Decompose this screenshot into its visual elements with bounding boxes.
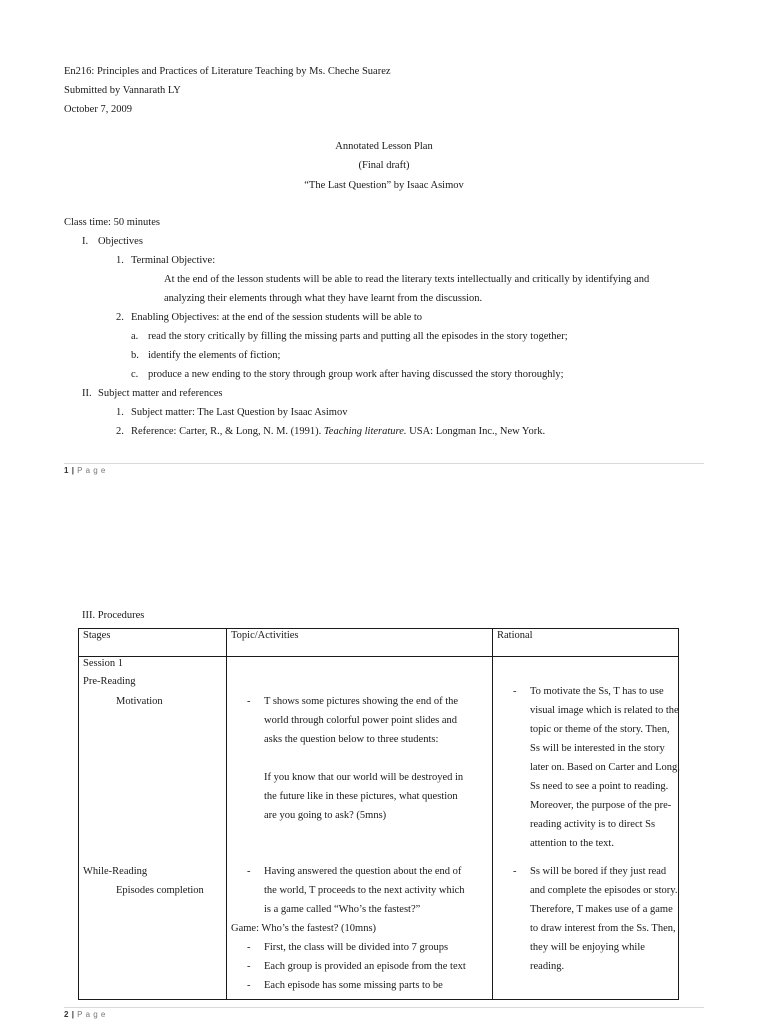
terminal-number: 1. xyxy=(116,255,124,266)
bullet-3: Each episode has some missing parts to be xyxy=(264,980,443,991)
page-1-footer-rule xyxy=(64,463,704,464)
subject-number: II. xyxy=(82,388,92,399)
stage-pre-reading: Pre-Reading xyxy=(83,676,136,687)
objectives-number: I. xyxy=(82,236,89,247)
activity-1-line-3: asks the question below to three students: xyxy=(264,734,439,745)
rationale-2-line-6: reading. xyxy=(530,961,565,972)
page-2-label: P a g e xyxy=(77,1010,106,1019)
reference-title: Teaching literature. xyxy=(323,426,407,437)
page-2-footer xyxy=(64,1010,106,1019)
bullet-1: First, the class will be divided into 7 groups xyxy=(264,942,449,953)
title-line-2: (Final draft) xyxy=(358,160,410,171)
rationale-2-line-3: Therefore, T makes use of a game xyxy=(530,904,673,915)
bullet-2: Each group is provided an episode from the text xyxy=(264,961,466,972)
title-line-1: Annotated Lesson Plan xyxy=(335,141,433,152)
stage-while-reading: While-Reading xyxy=(83,866,148,877)
enabling-label: Enabling Objectives: at the end of the session students will be able to xyxy=(131,312,423,323)
rationale-2-line-5: they will be enjoying while xyxy=(530,942,645,953)
rationale-1-line-1: To motivate the Ss, T has to use xyxy=(530,686,664,697)
rationale-cell xyxy=(493,657,679,1000)
rationale-2-line-4: to draw interest from the Ss. Then, xyxy=(530,923,676,934)
page-1-number: 1 xyxy=(64,466,69,475)
rationale-2-line-1: Ss will be bored if they just read xyxy=(530,866,667,877)
enabling-marker-a: a. xyxy=(131,331,139,342)
reference-authors: Reference: Carter, R., & Long, N. M. (1991). xyxy=(131,426,324,437)
header-stages: Stages xyxy=(79,629,227,657)
terminal-text-2: analyzing their elements through what they have learnt from the discussion. xyxy=(164,293,483,304)
stages-cell xyxy=(79,657,227,1000)
game-title: Game: Who’s the fastest? (10mns) xyxy=(231,923,377,934)
bullet-3-dash: - xyxy=(247,980,251,991)
question-line-2: the future like in these pictures, what question xyxy=(264,791,458,802)
enabling-marker-c: c. xyxy=(131,369,139,380)
page-2-number: 2 xyxy=(64,1010,69,1019)
date-line: October 7, 2009 xyxy=(64,104,132,115)
enabling-number: 2. xyxy=(116,312,124,323)
reference-publisher: USA: Longman Inc., New York. xyxy=(406,426,546,437)
activity-1-line-1: T shows some pictures showing the end of the xyxy=(264,696,459,707)
activity-1-line-2: world through colorful power point slides and xyxy=(264,715,458,726)
subject-heading: Subject matter and references xyxy=(98,388,223,399)
terminal-text-1: At the end of the lesson students will be able to read the literary texts intellectually and critically by identifying and xyxy=(164,274,650,285)
activity-2-dash: - xyxy=(247,866,251,877)
subject-item-1: Subject matter: The Last Question by Isaac Asimov xyxy=(131,407,348,418)
enabling-item-c: produce a new ending to the story through group work after having discussed the story thoroughly; xyxy=(148,369,564,380)
subject-item-2-number: 2. xyxy=(116,426,124,437)
enabling-item-b: identify the elements of fiction; xyxy=(148,350,281,361)
activity-2-line-1: Having answered the question about the end of xyxy=(264,866,462,877)
table-row xyxy=(79,657,679,1000)
stage-episodes-completion: Episodes completion xyxy=(116,885,204,896)
rationale-2-dash: - xyxy=(513,866,517,877)
rationale-1-dash: - xyxy=(513,686,517,697)
question-line-1: If you know that our world will be destroyed in xyxy=(264,772,464,783)
page-1-label: P a g e xyxy=(77,466,106,475)
header-rational: Rational xyxy=(493,629,679,657)
rationale-1-line-5: later on. Based on Carter and Long, xyxy=(530,762,680,773)
header-topic-activities: Topic/Activities xyxy=(227,629,493,657)
procedures-table xyxy=(78,628,679,1000)
rationale-1-line-4: Ss will be interested in the story xyxy=(530,743,665,754)
bullet-1-dash: - xyxy=(247,942,251,953)
stage-motivation: Motivation xyxy=(116,696,163,707)
activity-2-line-3: is a game called “Who’s the fastest?” xyxy=(264,904,421,915)
class-time: Class time: 50 minutes xyxy=(64,217,160,228)
objectives-heading: Objectives xyxy=(98,236,143,247)
rationale-1-line-2: visual image which is related to the xyxy=(530,705,679,716)
rationale-1-line-7: Moreover, the purpose of the pre- xyxy=(530,800,672,811)
submitted-line: Submitted by Vannarath LY xyxy=(64,85,181,96)
page-2-separator: | xyxy=(71,1010,75,1019)
page-1-separator: | xyxy=(71,466,75,475)
rationale-2-line-2: and complete the episodes or story. xyxy=(530,885,678,896)
page-1-footer xyxy=(64,466,106,475)
stage-session: Session 1 xyxy=(83,658,123,669)
rationale-1-line-6: Ss need to see a point to reading. xyxy=(530,781,669,792)
page-2-footer-rule xyxy=(64,1007,704,1008)
activity-2-line-2: the world, T proceeds to the next activity which xyxy=(264,885,465,896)
procedures-heading: III. Procedures xyxy=(82,610,145,621)
course-line: En216: Principles and Practices of Literature Teaching by Ms. Cheche Suarez xyxy=(64,66,391,77)
rationale-1-line-9: attention to the text. xyxy=(530,838,614,849)
rationale-1-line-3: topic or theme of the story. Then, xyxy=(530,724,670,735)
activities-cell xyxy=(227,657,493,1000)
enabling-marker-b: b. xyxy=(131,350,139,361)
reference-line xyxy=(131,425,545,439)
title-line-3: “The Last Question” by Isaac Asimov xyxy=(304,180,464,191)
enabling-item-a: read the story critically by filling the missing parts and putting all the episodes in the story together; xyxy=(148,331,568,342)
activity-1-dash: - xyxy=(247,696,251,707)
bullet-2-dash: - xyxy=(247,961,251,972)
terminal-label: Terminal Objective: xyxy=(131,255,216,266)
question-line-3: are you going to ask? (5mns) xyxy=(264,810,387,821)
subject-item-1-number: 1. xyxy=(116,407,124,418)
rationale-1-line-8: reading activity is to direct Ss xyxy=(530,819,656,830)
table-header-row xyxy=(79,629,679,657)
